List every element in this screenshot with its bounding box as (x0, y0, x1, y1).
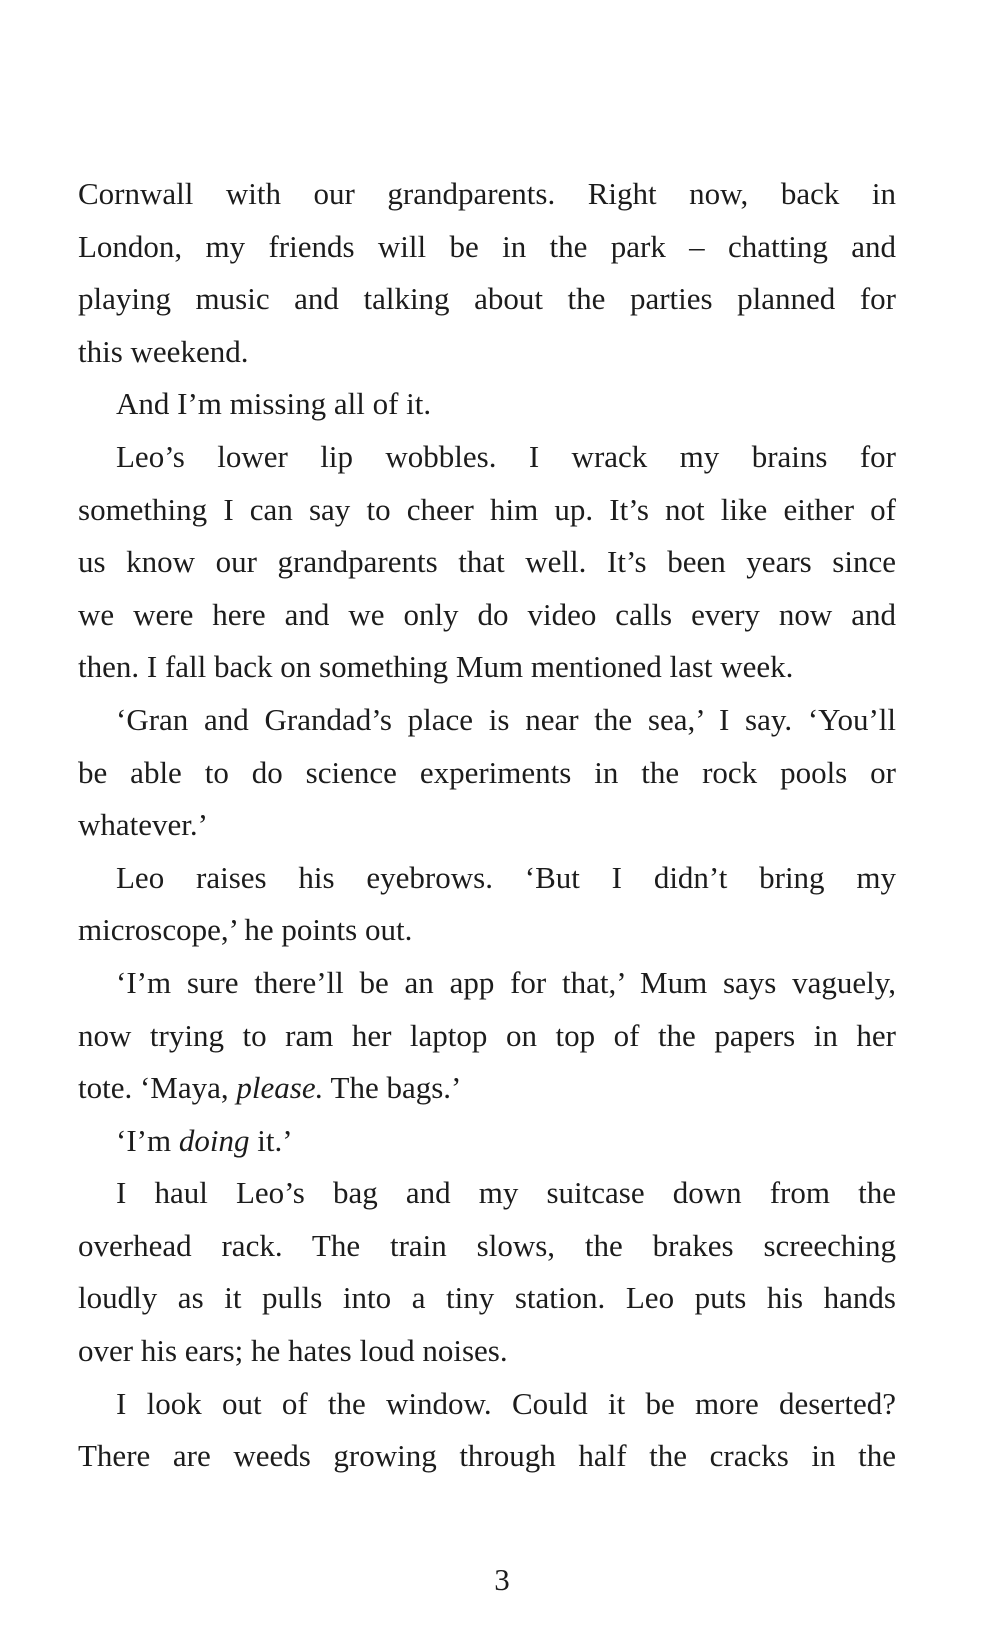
text-line (78, 904, 896, 957)
text-line (78, 1378, 896, 1431)
text-line (78, 273, 896, 326)
text-run: overhead rack. The train slows, the brakes screeching (78, 1227, 896, 1263)
text-line (78, 378, 896, 431)
text-line (78, 1272, 896, 1325)
text-run: ‘I’m (116, 1122, 179, 1158)
text-line (78, 694, 896, 747)
body-text (78, 168, 896, 1483)
text-line (78, 1115, 896, 1168)
text-line (78, 1325, 896, 1378)
text-line (78, 168, 896, 221)
text-run: it.’ (249, 1122, 293, 1158)
text-run: Cornwall with our grandparents. Right now, back in (78, 176, 896, 211)
emphasis-text: doing (178, 1122, 250, 1158)
text-line (78, 589, 896, 642)
text-line (78, 326, 896, 379)
text-run: ‘Gran and Grandad’s place is near the sea,’ I say. ‘You’ll (116, 701, 896, 737)
text-line (78, 641, 896, 694)
text-line (78, 536, 896, 589)
text-run: I haul Leo’s bag and my suitcase down from the (116, 1175, 896, 1211)
text-run: we were here and we only do video calls every now and (78, 596, 896, 632)
text-run: whatever.’ (78, 807, 208, 843)
text-line (78, 1220, 896, 1273)
text-run: loudly as it pulls into a tiny station. Leo puts his hands (78, 1280, 896, 1316)
text-run: now trying to ram her laptop on top of the papers in her (78, 1017, 896, 1053)
text-run: tote. ‘Maya, (78, 1070, 237, 1106)
text-run: Leo raises his eyebrows. ‘But I didn’t bring my (116, 859, 896, 895)
text-line (78, 1010, 896, 1063)
text-run: ‘I’m sure there’ll be an app for that,’ Mum says vaguely, (116, 964, 896, 1000)
text-run: us know our grandparents that well. It’s been years since (78, 544, 896, 580)
text-run: London, my friends will be in the park – chatting and (78, 228, 896, 264)
text-run: playing music and talking about the parties planned for (78, 281, 896, 317)
text-run: something I can say to cheer him up. It’s not like either of (78, 491, 896, 527)
text-line (78, 799, 896, 852)
text-run: There are weeds growing through half the cracks in the (78, 1438, 896, 1474)
text-run: microscope,’ he points out. (78, 912, 413, 948)
page-number: 3 (494, 1562, 510, 1597)
text-run: then. I fall back on something Mum mentioned last week. (78, 649, 794, 685)
text-run: I look out of the window. Could it be more deserted? (116, 1385, 896, 1421)
text-line (78, 1167, 896, 1220)
text-line (78, 431, 896, 484)
text-run: be able to do science experiments in the rock pools or (78, 754, 896, 790)
text-run: The bags.’ (323, 1070, 462, 1106)
text-line (78, 747, 896, 800)
text-line (78, 1430, 896, 1483)
emphasis-text: please. (236, 1070, 324, 1106)
text-line (78, 1062, 896, 1115)
text-run: this weekend. (78, 333, 249, 369)
text-line (78, 957, 896, 1010)
text-line (78, 852, 896, 905)
text-line (78, 484, 896, 537)
text-run: And I’m missing all of it. (116, 386, 432, 422)
text-run: Leo’s lower lip wobbles. I wrack my brains for (116, 438, 896, 474)
text-line (78, 221, 896, 274)
text-run: over his ears; he hates loud noises. (78, 1333, 508, 1369)
